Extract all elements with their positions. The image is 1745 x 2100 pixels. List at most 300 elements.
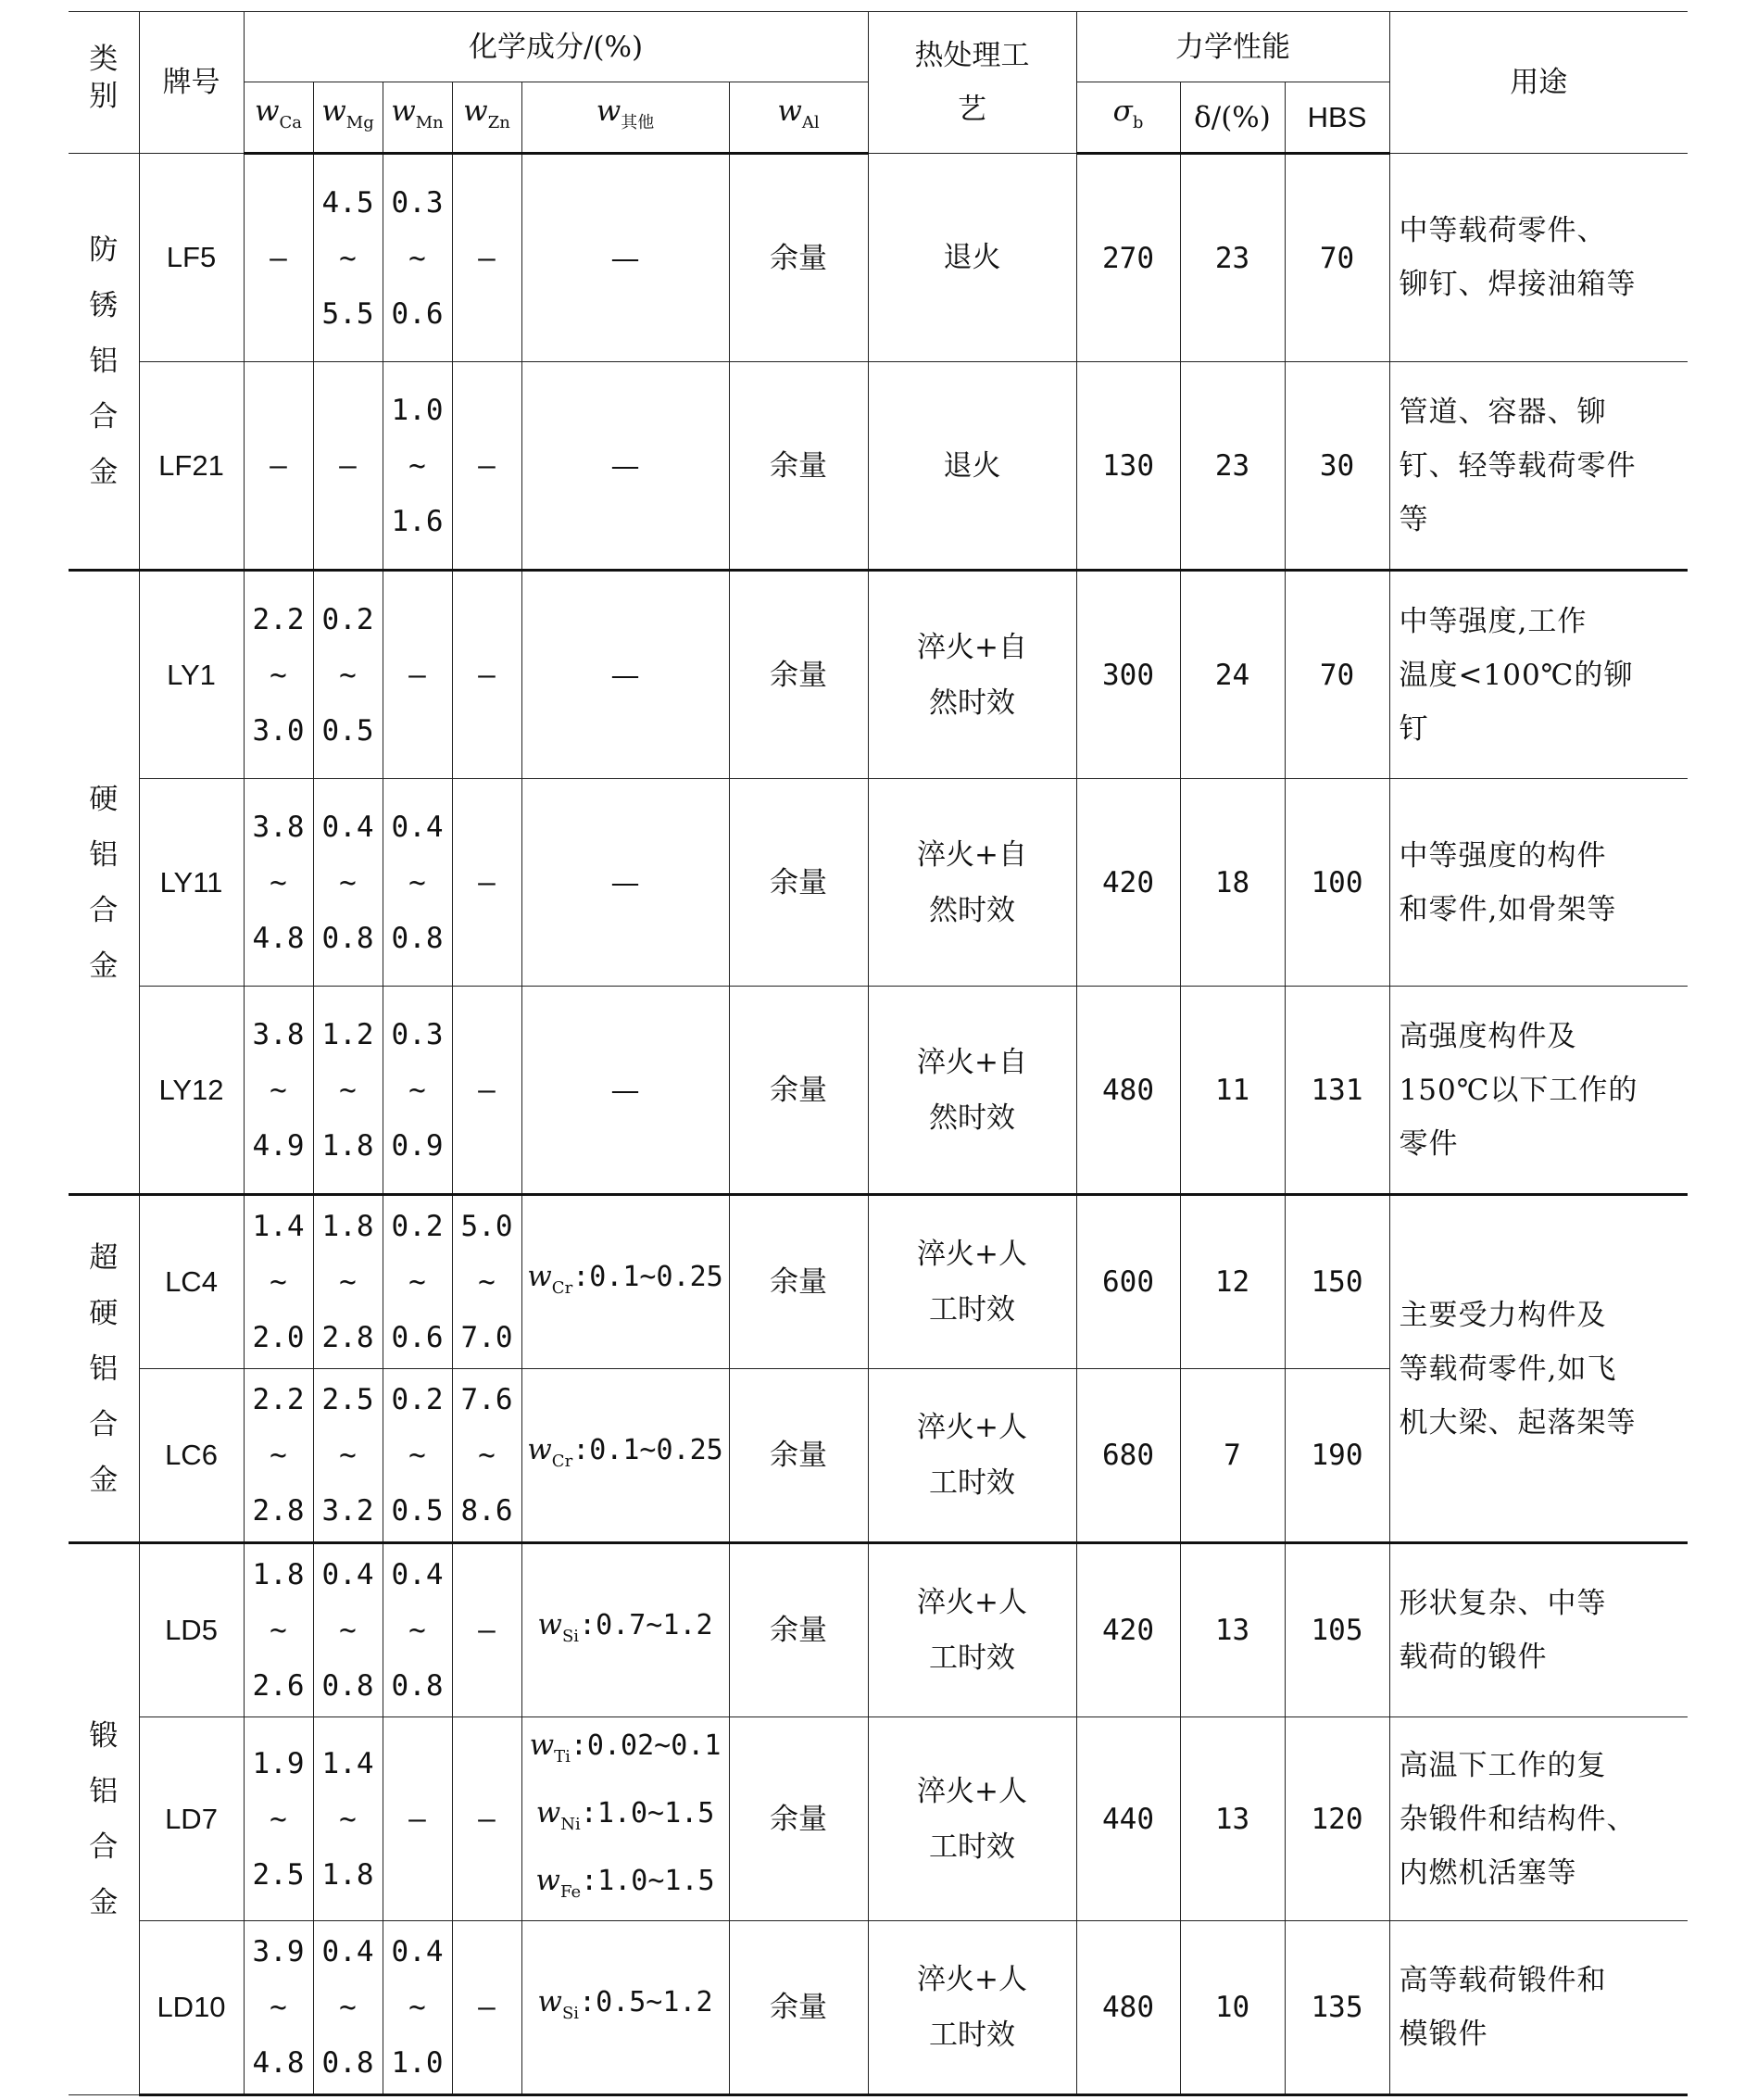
al-cell: 余量 xyxy=(729,1195,868,1369)
w-symbol: w xyxy=(596,94,621,128)
chem-zn-cell xyxy=(452,154,521,362)
cell-line: 和零件,如骨架等 xyxy=(1399,892,1617,926)
element-zn: Zn xyxy=(487,113,510,132)
cell-line: — xyxy=(408,1802,426,1836)
chem-mg-cell xyxy=(313,1369,383,1543)
usage-cell xyxy=(1389,987,1688,1195)
chem-mn-cell xyxy=(383,362,452,571)
chem-ca-cell xyxy=(244,154,313,362)
element-mg: Mg xyxy=(345,113,374,132)
element-range: :0.1~0.25 xyxy=(572,1433,723,1466)
chem-zn-cell xyxy=(452,1369,521,1543)
table-body xyxy=(69,154,1688,2095)
category-header-text: 类别 xyxy=(89,43,119,113)
cell-line: 8.6 xyxy=(460,1494,513,1528)
heat-treatment-cell xyxy=(868,1717,1076,1921)
heat-treatment-header-text: 热处理工艺 xyxy=(914,38,1030,126)
cell-line: ~ xyxy=(270,1265,287,1299)
chem-mn-cell xyxy=(383,779,452,987)
table-row xyxy=(69,154,1688,362)
hbs-cell: 70 xyxy=(1285,154,1389,362)
cell-line: 1.0 xyxy=(391,2046,444,2080)
cell-line: 2.2 xyxy=(252,602,305,636)
cell-line: ~ xyxy=(408,865,426,899)
cell-line: 0.9 xyxy=(391,1128,444,1163)
al-cell: 余量 xyxy=(729,987,868,1195)
cell-line: 3.2 xyxy=(321,1494,374,1528)
cell-line: ~ xyxy=(270,1614,287,1647)
cell-line: — xyxy=(610,241,640,275)
cell-line: ~ xyxy=(408,1265,426,1299)
cell-line: — xyxy=(478,1073,496,1107)
delta-cell: 24 xyxy=(1180,571,1285,779)
cell-line: 1.9 xyxy=(252,1746,305,1780)
chem-mg-cell xyxy=(313,1921,383,2095)
grade-cell: LY1 xyxy=(139,571,244,779)
cell-line: — xyxy=(478,448,496,483)
category-char: 硬 xyxy=(89,782,119,816)
cell-line: 高强度构件及 xyxy=(1399,1019,1577,1053)
delta-cell: 11 xyxy=(1180,987,1285,1195)
al-cell: 余量 xyxy=(729,1543,868,1717)
usage-cell xyxy=(1389,362,1688,571)
mech-header xyxy=(1076,12,1389,82)
hbs-cell: 100 xyxy=(1285,779,1389,987)
w-symbol: w xyxy=(777,94,802,128)
category-char: 铝 xyxy=(89,1352,119,1386)
chem-ca-cell xyxy=(244,1921,313,2095)
cell-line: 2.2 xyxy=(252,1383,305,1416)
category-char: 硬 xyxy=(89,1296,119,1330)
cell-line: 零件 xyxy=(1399,1126,1459,1161)
cell-line: 然时效 xyxy=(929,685,1015,720)
chem-other-cell xyxy=(521,1369,729,1543)
cell-line: 2.8 xyxy=(321,1321,374,1354)
cell-line: 1.4 xyxy=(321,1746,374,1780)
chem-zn-cell xyxy=(452,1717,521,1921)
hbs-cell: 70 xyxy=(1285,571,1389,779)
other-element-line xyxy=(522,1785,729,1853)
sigma-cell: 420 xyxy=(1076,779,1180,987)
element-range: :1.0~1.5 xyxy=(581,1865,715,1897)
chem-mn-cell xyxy=(383,987,452,1195)
cell-line: 杂锻件和结构件、 xyxy=(1399,1802,1637,1836)
chem-mn-cell xyxy=(383,1369,452,1543)
cell-line: 淬火+人 xyxy=(917,1774,1027,1808)
category-char: 铝 xyxy=(89,345,119,378)
delta-cell: 12 xyxy=(1180,1195,1285,1369)
al-cell: 余量 xyxy=(729,1921,868,2095)
cell-line: 淬火+自 xyxy=(917,1045,1027,1079)
cell-line: 0.2 xyxy=(321,602,374,636)
grade-header xyxy=(139,12,244,154)
hbs-cell: 105 xyxy=(1285,1543,1389,1717)
w-symbol: w xyxy=(463,94,488,128)
cell-line: 0.4 xyxy=(321,810,374,844)
w-symbol: w xyxy=(391,94,416,128)
cell-line: 1.2 xyxy=(321,1017,374,1051)
al-cell: 余量 xyxy=(729,154,868,362)
usage-cell xyxy=(1389,154,1688,362)
element-range: :0.1~0.25 xyxy=(572,1260,723,1293)
w-symbol: w xyxy=(535,1796,561,1830)
chem-mg-cell xyxy=(313,1195,383,1369)
cell-line: — xyxy=(610,865,640,899)
delta-cell: 23 xyxy=(1180,362,1285,571)
w-symbol: w xyxy=(529,1729,555,1762)
cell-line: 钉、轻等载荷零件 xyxy=(1399,448,1637,483)
element-sub: Ni xyxy=(560,1815,581,1834)
w-al-header xyxy=(729,82,868,154)
chem-zn-cell xyxy=(452,1543,521,1717)
cell-line: — xyxy=(478,1614,496,1647)
cell-line: 淬火+自 xyxy=(917,837,1027,872)
w-symbol: w xyxy=(254,94,280,128)
element-range: :0.7~1.2 xyxy=(579,1608,713,1641)
cell-line: 1.8 xyxy=(252,1558,305,1591)
cell-line: 淬火+人 xyxy=(917,1963,1027,1996)
category-char: 金 xyxy=(89,1886,119,1919)
cell-line: 0.4 xyxy=(321,1935,374,1968)
chem-header xyxy=(244,12,868,82)
cell-line: 0.6 xyxy=(391,1321,444,1354)
cell-line: 0.8 xyxy=(321,1669,374,1703)
cell-line: 150℃以下工作的 xyxy=(1399,1073,1638,1107)
cell-line: 淬火+人 xyxy=(917,1411,1027,1444)
chem-zn-cell xyxy=(452,1921,521,2095)
heat-treatment-header xyxy=(868,12,1076,154)
chem-zn-cell xyxy=(452,1195,521,1369)
cell-line: 退火 xyxy=(943,448,1001,483)
sigma-cell: 270 xyxy=(1076,154,1180,362)
cell-line: 淬火+人 xyxy=(917,1586,1027,1619)
cell-line: 中等载荷零件、 xyxy=(1399,214,1607,247)
chem-other-cell xyxy=(521,1717,729,1921)
category-char: 合 xyxy=(89,893,119,927)
cell-line: 3.0 xyxy=(252,713,305,748)
cell-line: 工时效 xyxy=(929,1293,1015,1327)
cell-line: 中等强度的构件 xyxy=(1399,838,1607,873)
chem-other-cell xyxy=(521,1543,729,1717)
hbs-text: HBS xyxy=(1307,100,1367,133)
cell-line: 等 xyxy=(1399,502,1429,536)
cell-line: 4.8 xyxy=(252,921,305,955)
w-mn-header xyxy=(383,82,452,154)
cell-line: 模锻件 xyxy=(1399,2018,1488,2051)
cell-line: — xyxy=(408,658,426,692)
sigma-sub: b xyxy=(1132,113,1144,132)
cell-line: 铆钉、焊接油箱等 xyxy=(1399,268,1637,301)
sigma-cell: 130 xyxy=(1076,362,1180,571)
chem-other-cell xyxy=(521,154,729,362)
chem-mg-cell xyxy=(313,779,383,987)
grade-cell: LY11 xyxy=(139,779,244,987)
al-cell: 余量 xyxy=(729,362,868,571)
delta-cell: 13 xyxy=(1180,1717,1285,1921)
cell-line: ~ xyxy=(270,1991,287,2024)
grade-cell: LY12 xyxy=(139,987,244,1195)
cell-line: 0.3 xyxy=(391,1017,444,1051)
cell-line: 3.8 xyxy=(252,810,305,844)
cell-line: 工时效 xyxy=(929,2018,1015,2052)
category-char: 金 xyxy=(89,1463,119,1497)
category-cell xyxy=(69,571,139,1195)
chem-other-cell xyxy=(521,571,729,779)
alloy-table xyxy=(69,11,1688,2096)
usage-cell xyxy=(1389,1195,1688,1543)
other-element-line xyxy=(522,1249,729,1316)
chem-mg-cell xyxy=(313,154,383,362)
w-symbol: w xyxy=(535,1864,560,1897)
table-row xyxy=(69,1717,1688,1921)
delta-cell: 13 xyxy=(1180,1543,1285,1717)
chem-mg-cell xyxy=(313,1717,383,1921)
chem-mn-cell xyxy=(383,571,452,779)
cell-line: ~ xyxy=(478,1265,496,1299)
cell-line: — xyxy=(270,448,287,483)
cell-line: 0.3 xyxy=(391,185,444,220)
delta-cell: 7 xyxy=(1180,1369,1285,1543)
sigma-cell: 420 xyxy=(1076,1543,1180,1717)
w-symbol: w xyxy=(321,94,346,128)
cell-line: — xyxy=(478,1802,496,1836)
usage-cell xyxy=(1389,1543,1688,1717)
other-element-line xyxy=(522,1974,729,2042)
cell-line: 高等载荷锻件和 xyxy=(1399,1964,1607,1997)
cell-line: 1.4 xyxy=(252,1210,305,1243)
other-element-line xyxy=(522,1597,729,1665)
category-char: 锈 xyxy=(89,289,119,322)
cell-line: 2.0 xyxy=(252,1321,305,1354)
cell-line: 载荷的锻件 xyxy=(1399,1641,1548,1674)
table-row xyxy=(69,987,1688,1195)
category-char: 金 xyxy=(89,456,119,489)
hbs-cell: 131 xyxy=(1285,987,1389,1195)
cell-line: ~ xyxy=(339,1073,357,1107)
al-cell: 余量 xyxy=(729,1369,868,1543)
cell-line: ~ xyxy=(408,448,426,483)
chem-mg-cell xyxy=(313,362,383,571)
chem-ca-cell xyxy=(244,987,313,1195)
cell-line: 5.5 xyxy=(321,296,374,331)
chem-mg-cell xyxy=(313,1543,383,1717)
grade-cell: LD10 xyxy=(139,1921,244,2095)
element-sub: Si xyxy=(561,2003,580,2023)
sigma-header xyxy=(1076,82,1180,154)
heat-treatment-cell xyxy=(868,1369,1076,1543)
cell-line: 0.6 xyxy=(391,296,444,331)
delta-cell: 10 xyxy=(1180,1921,1285,2095)
cell-line: ~ xyxy=(270,1439,287,1472)
cell-line: 退火 xyxy=(943,241,1001,274)
hbs-cell: 135 xyxy=(1285,1921,1389,2095)
cell-line: 0.4 xyxy=(321,1558,374,1591)
chem-other-cell xyxy=(521,987,729,1195)
hbs-cell: 190 xyxy=(1285,1369,1389,1543)
cell-line: — xyxy=(610,1073,640,1107)
cell-line: 0.4 xyxy=(391,1935,444,1968)
w-symbol: w xyxy=(527,1432,552,1466)
table-row xyxy=(69,1195,1688,1369)
usage-cell xyxy=(1389,1921,1688,2095)
chem-zn-cell xyxy=(452,987,521,1195)
cell-line: 然时效 xyxy=(929,1100,1015,1135)
grade-cell: LD5 xyxy=(139,1543,244,1717)
cell-line: 1.6 xyxy=(391,504,444,538)
cell-line: 高温下工作的复 xyxy=(1399,1748,1607,1782)
w-mg-header xyxy=(313,82,383,154)
cell-line: 5.0 xyxy=(460,1210,513,1243)
chem-ca-cell xyxy=(244,1717,313,1921)
cell-line: 0.8 xyxy=(321,921,374,955)
chem-other-cell xyxy=(521,1921,729,2095)
header-row-1 xyxy=(69,12,1688,82)
w-symbol: w xyxy=(527,1259,552,1293)
table-row xyxy=(69,779,1688,987)
cell-line: 1.8 xyxy=(321,1857,374,1892)
chem-ca-cell xyxy=(244,362,313,571)
cell-line: — xyxy=(339,448,357,483)
cell-line: — xyxy=(478,1991,496,2024)
category-char: 超 xyxy=(89,1240,119,1275)
cell-line: 形状复杂、中等 xyxy=(1399,1587,1607,1620)
grade-cell: LC6 xyxy=(139,1369,244,1543)
sigma-cell: 300 xyxy=(1076,571,1180,779)
cell-line: 0.4 xyxy=(391,1558,444,1591)
grade-cell: LF5 xyxy=(139,154,244,362)
table-row xyxy=(69,571,1688,779)
category-cell xyxy=(69,1543,139,2095)
cell-line: ~ xyxy=(408,1614,426,1647)
cell-line: 7.6 xyxy=(460,1383,513,1416)
al-cell: 余量 xyxy=(729,571,868,779)
sigma-symbol: σ xyxy=(1112,94,1133,128)
sigma-cell: 600 xyxy=(1076,1195,1180,1369)
w-zn-header xyxy=(452,82,521,154)
cell-line: 机大梁、起落架等 xyxy=(1399,1405,1637,1440)
cell-line: ~ xyxy=(339,865,357,899)
usage-cell xyxy=(1389,779,1688,987)
category-char: 铝 xyxy=(89,1775,119,1808)
grade-header-text: 牌号 xyxy=(162,66,220,99)
table-row xyxy=(69,1921,1688,2095)
w-other-header xyxy=(521,82,729,154)
cell-line: 0.2 xyxy=(391,1210,444,1243)
chem-mn-cell xyxy=(383,154,452,362)
chem-zn-cell xyxy=(452,571,521,779)
other-element-line xyxy=(522,1422,729,1490)
chem-other-cell xyxy=(521,1195,729,1369)
cell-line: 7.0 xyxy=(460,1321,513,1354)
usage-header-text: 用途 xyxy=(1510,66,1568,99)
cell-line: 管道、容器、铆 xyxy=(1399,395,1607,429)
cell-line: ~ xyxy=(270,1073,287,1107)
cell-line: 工时效 xyxy=(929,1830,1015,1864)
cell-line: 内燃机活塞等 xyxy=(1399,1855,1577,1890)
category-char: 锻 xyxy=(89,1719,119,1753)
grade-cell: LD7 xyxy=(139,1717,244,1921)
cell-line: — xyxy=(610,448,640,483)
delta-text: δ/(%) xyxy=(1194,100,1271,134)
cell-line: — xyxy=(478,658,496,692)
chem-mg-cell xyxy=(313,571,383,779)
w-ca-header xyxy=(244,82,313,154)
cell-line: 0.2 xyxy=(391,1383,444,1416)
cell-line: ~ xyxy=(270,658,287,692)
cell-line: ~ xyxy=(408,1439,426,1472)
cell-line: 3.8 xyxy=(252,1017,305,1051)
cell-line: 2.6 xyxy=(252,1669,305,1703)
cell-line: ~ xyxy=(270,1802,287,1836)
chem-zn-cell xyxy=(452,362,521,571)
cell-line: 0.8 xyxy=(391,1669,444,1703)
chem-ca-cell xyxy=(244,571,313,779)
cell-line: ~ xyxy=(339,241,357,275)
cell-line: ~ xyxy=(408,1991,426,2024)
al-cell: 余量 xyxy=(729,1717,868,1921)
chem-other-cell xyxy=(521,779,729,987)
cell-line: 钉 xyxy=(1399,711,1429,746)
sigma-cell: 680 xyxy=(1076,1369,1180,1543)
heat-treatment-cell xyxy=(868,1543,1076,1717)
category-char: 铝 xyxy=(89,837,119,872)
cell-line: 4.8 xyxy=(252,2046,305,2080)
cell-line: ~ xyxy=(339,1802,357,1836)
chem-mg-cell xyxy=(313,987,383,1195)
cell-line: ~ xyxy=(339,1439,357,1472)
cell-line: 3.9 xyxy=(252,1935,305,1968)
hbs-cell: 30 xyxy=(1285,362,1389,571)
sigma-cell: 440 xyxy=(1076,1717,1180,1921)
cell-line: 1.8 xyxy=(321,1128,374,1163)
w-symbol: w xyxy=(537,1984,562,2018)
category-char: 合 xyxy=(89,400,119,434)
cell-line: ~ xyxy=(339,1991,357,2024)
cell-line: ~ xyxy=(270,865,287,899)
hbs-cell: 120 xyxy=(1285,1717,1389,1921)
cell-line: — xyxy=(270,241,287,275)
cell-line: — xyxy=(610,658,640,692)
chem-ca-cell xyxy=(244,1369,313,1543)
heat-treatment-cell xyxy=(868,154,1076,362)
cell-line: ~ xyxy=(339,658,357,692)
element-range: :1.0~1.5 xyxy=(580,1797,715,1830)
cell-line: 4.5 xyxy=(321,185,374,220)
cell-line: 工时效 xyxy=(929,1466,1015,1500)
cell-line: ~ xyxy=(408,1073,426,1107)
chem-mn-cell xyxy=(383,1195,452,1369)
sigma-cell: 480 xyxy=(1076,987,1180,1195)
sigma-cell: 480 xyxy=(1076,1921,1180,2095)
cell-line: ~ xyxy=(339,1265,357,1299)
cell-line: 等载荷零件,如飞 xyxy=(1399,1352,1617,1386)
other-element-line xyxy=(522,1717,729,1785)
hbs-cell: 150 xyxy=(1285,1195,1389,1369)
cell-line: 淬火+人 xyxy=(917,1238,1027,1271)
category-char: 防 xyxy=(89,233,119,267)
heat-treatment-cell xyxy=(868,1195,1076,1369)
delta-cell: 23 xyxy=(1180,154,1285,362)
cell-line: ~ xyxy=(339,1614,357,1647)
chem-mn-cell xyxy=(383,1921,452,2095)
cell-line: ~ xyxy=(408,241,426,275)
table-row xyxy=(69,362,1688,571)
cell-line: ~ xyxy=(478,1439,496,1472)
category-cell xyxy=(69,1195,139,1543)
hbs-header xyxy=(1285,82,1389,154)
chem-mn-cell xyxy=(383,1543,452,1717)
delta-cell: 18 xyxy=(1180,779,1285,987)
